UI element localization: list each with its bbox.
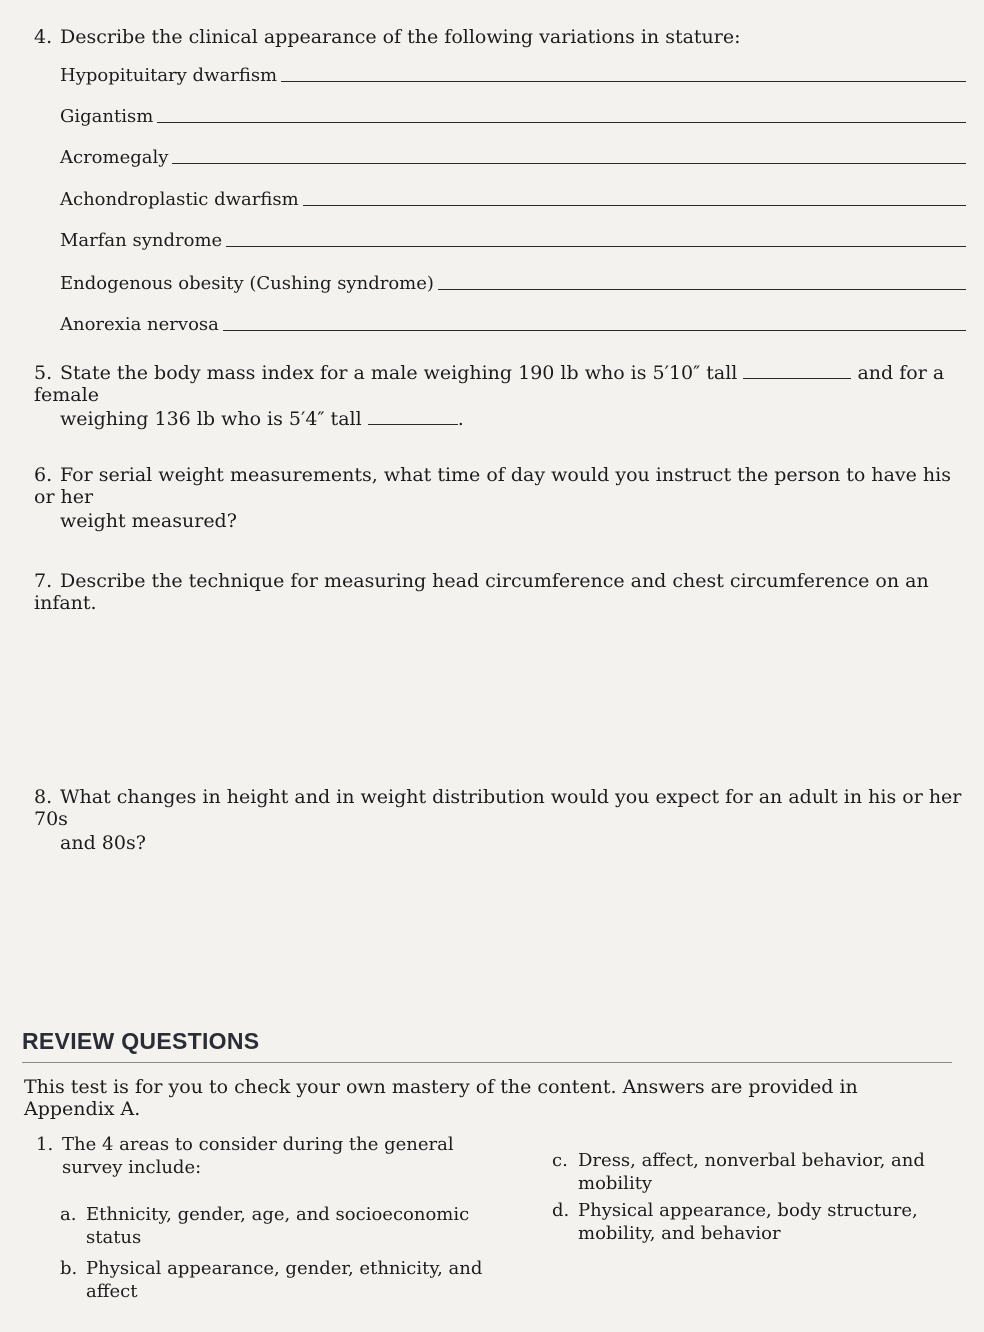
answer-line[interactable]: [438, 289, 966, 290]
section-heading-review-questions: REVIEW QUESTIONS: [22, 1028, 260, 1054]
male-bmi-answer-blank[interactable]: [743, 378, 851, 379]
question-number: 6.: [34, 464, 53, 486]
option-text-line2: affect: [86, 1281, 138, 1302]
answer-row-acromegaly: [60, 144, 966, 168]
option-text: Dress, affect, nonverbal behavior, and: [578, 1150, 925, 1171]
review-intro-text: This test is for you to check your own mastery of the content. Answers are provided in Appendix A.: [24, 1076, 858, 1120]
question-text: For serial weight measurements, what time of day would you instruct the person to have his or her: [34, 464, 951, 508]
question-text: Describe the technique for measuring head circumference and chest circumference on an infant.: [34, 570, 929, 614]
answer-line[interactable]: [172, 163, 966, 164]
answer-row-anorexia-nervosa: [60, 311, 966, 335]
question-number: 5.: [34, 362, 53, 384]
question-number: 1.: [36, 1134, 54, 1155]
answer-line[interactable]: [226, 246, 966, 247]
answer-space-q7[interactable]: [60, 602, 940, 772]
item-label: Acromegaly: [60, 147, 169, 168]
option-text-line2: status: [86, 1227, 142, 1248]
answer-space-q6[interactable]: [60, 518, 940, 568]
answer-option-d[interactable]: [552, 1199, 952, 1245]
question-text-continued: and for a female: [34, 362, 945, 406]
answer-line[interactable]: [223, 330, 966, 331]
answer-option-b[interactable]: [60, 1257, 490, 1303]
item-label: Gigantism: [60, 106, 154, 127]
question-text: What changes in height and in weight distribution would you expect for an adult in his or her 70s: [34, 786, 962, 830]
answer-row-marfan-syndrome: [60, 227, 966, 251]
question-text: Describe the clinical appearance of the following variations in stature:: [60, 26, 741, 48]
option-letter: d.: [552, 1200, 570, 1221]
answer-line[interactable]: [303, 205, 966, 206]
item-label: Endogenous obesity (Cushing syndrome): [60, 273, 434, 294]
answer-row-cushing-syndrome: [60, 270, 966, 294]
answer-line[interactable]: [157, 122, 966, 123]
answer-row-gigantism: [60, 103, 966, 127]
question-number: 4.: [34, 26, 53, 48]
option-text: Ethnicity, gender, age, and socioeconomic: [86, 1204, 470, 1225]
item-label: Achondroplastic dwarfism: [60, 189, 299, 210]
option-letter: c.: [552, 1150, 568, 1171]
answer-option-c[interactable]: [552, 1149, 952, 1195]
answer-option-a[interactable]: [60, 1203, 490, 1249]
answer-row-hypopituitary-dwarfism: [60, 62, 966, 86]
female-bmi-answer-blank[interactable]: [368, 424, 458, 425]
option-letter: a.: [60, 1204, 77, 1225]
option-letter: b.: [60, 1258, 78, 1279]
answer-row-achondroplastic-dwarfism: [60, 186, 966, 210]
period: .: [457, 408, 464, 430]
item-label: Anorexia nervosa: [60, 314, 219, 335]
question-text-line2: weight measured?: [60, 510, 237, 532]
question-4: [34, 26, 741, 48]
question-number: 7.: [34, 570, 53, 592]
item-label: Marfan syndrome: [60, 230, 223, 251]
section-divider: [22, 1062, 952, 1063]
question-text: The 4 areas to consider during the general: [62, 1134, 454, 1155]
answer-space-q8[interactable]: [60, 840, 940, 1010]
option-text-line2: mobility, and behavior: [578, 1223, 781, 1244]
question-number: 8.: [34, 786, 53, 808]
item-label: Hypopituitary dwarfism: [60, 65, 278, 86]
question-5: [34, 362, 964, 430]
review-question-1: [36, 1133, 496, 1179]
question-text-line2: survey include:: [62, 1157, 202, 1178]
option-text-line2: mobility: [578, 1173, 653, 1194]
question-text-female: weighing 136 lb who is 5′4″ tall: [60, 408, 362, 430]
question-text: State the body mass index for a male weighing 190 lb who is 5′10″ tall: [60, 362, 738, 384]
question-text-line2: and 80s?: [60, 832, 146, 854]
option-text: Physical appearance, gender, ethnicity, and: [86, 1258, 483, 1279]
answer-line[interactable]: [281, 81, 966, 82]
option-text: Physical appearance, body structure,: [578, 1200, 918, 1221]
